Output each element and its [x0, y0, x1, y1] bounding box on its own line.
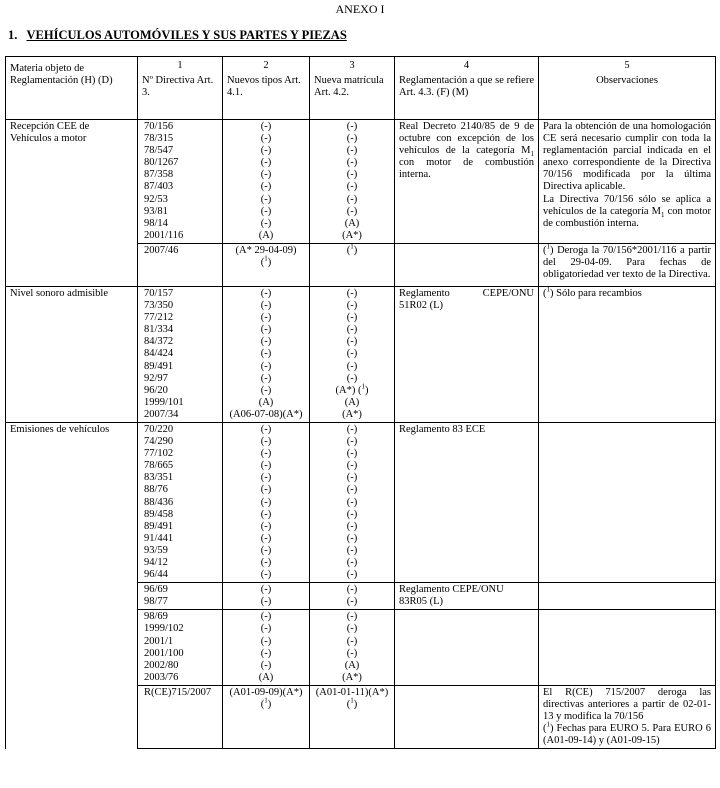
list-value: (-) — [346, 584, 358, 596]
list-value: 84/424 — [144, 348, 174, 360]
list-value: 89/491 — [144, 360, 174, 372]
list-value: (-) — [346, 448, 358, 460]
directive-list — [138, 120, 223, 244]
list-value: 94/12 — [144, 557, 168, 568]
table-header-row — [6, 57, 716, 120]
section-number: 1. — [8, 28, 18, 42]
col-header-directive: 1 Nº Directiva Art. 3. — [138, 57, 223, 120]
registration-list — [310, 422, 395, 582]
regulation-cell: Reglamento CEPE/ONU 51R02 (L) — [395, 286, 539, 422]
list-value: (A) — [344, 396, 360, 408]
list-value: (A) — [344, 217, 360, 229]
list-value: (-) — [260, 611, 272, 623]
list-value: (-) — [260, 287, 272, 299]
annex-header: ANEXO I — [335, 2, 385, 16]
list-value: 78/665 — [144, 460, 174, 472]
list-value: (-) — [260, 169, 272, 181]
list-value: (-) — [346, 635, 358, 647]
list-value: 87/358 — [144, 169, 174, 181]
list-value: (-) — [346, 121, 358, 132]
list-value: 93/81 — [144, 205, 168, 217]
col-header-subject: Materia objeto de Reglamentación (H) (D) — [6, 57, 138, 120]
list-value: (-) — [260, 372, 272, 384]
observations-cell — [539, 583, 716, 610]
list-value: 83/351 — [144, 472, 174, 484]
registration-cell: ($^1$) — [310, 243, 395, 286]
list-value: (-) — [346, 157, 358, 169]
list-value: (-) — [346, 360, 358, 372]
list-value: (A) — [258, 671, 274, 683]
new-types-cell: (A* 29-04-09) ($^1$) — [223, 243, 310, 286]
list-value: (-) — [260, 623, 272, 635]
list-value: (-) — [260, 569, 272, 581]
list-value: (A) — [258, 396, 274, 408]
col-header-regulation: 4 Reglamentación a que se refiere Art. 4.3. (F) (M) — [395, 57, 539, 120]
regulation-cell: Real Decreto 2140/85 de 9 de octubre con excepción de los vehículos de la categoría $M_1$ con motor de combustión interna. — [395, 120, 539, 244]
list-value: (-) — [260, 360, 272, 372]
list-value: (-) — [260, 205, 272, 217]
observations-cell: ($^1$) Sólo para recambios — [539, 286, 716, 422]
table-row — [6, 422, 716, 582]
annex-table — [5, 56, 716, 749]
list-value: 96/69 — [144, 584, 168, 596]
list-value: (-) — [260, 423, 272, 435]
list-value: (-) — [260, 121, 272, 132]
list-value: (-) — [346, 544, 358, 556]
list-value: 2003/76 — [144, 671, 179, 683]
col-header-registration: 3 Nueva matrícula Art. 4.2. — [310, 57, 395, 120]
list-value: (-) — [260, 532, 272, 544]
new-types-list — [223, 286, 310, 422]
new-types-list — [223, 610, 310, 686]
observations-cell — [539, 610, 716, 686]
directive-cell: R(CE)715/2007 — [138, 685, 223, 748]
list-value: (-) — [260, 436, 272, 448]
list-value: (-) — [346, 484, 358, 496]
list-value: (-) — [260, 384, 272, 396]
list-value: 78/315 — [144, 133, 174, 145]
section-heading: VEHÍCULOS AUTOMÓVILES Y SUS PARTES Y PIEZAS — [26, 28, 347, 42]
list-value: 88/436 — [144, 496, 174, 508]
list-value: 89/458 — [144, 508, 174, 520]
observations-cell: Para la obtención de una homologación CE será necesario cumplir con toda la reglamentación parcial indicada en el anexo correspondiente de la Directiva 70/156 modificada por la última Directiva aplicable. La Directiva 70/156 sólo se aplica a vehículos de la categoría $M_1$ con motor de combustión interna. — [539, 120, 716, 244]
list-value: (-) — [346, 300, 358, 312]
list-value: (-) — [346, 193, 358, 205]
regulation-cell — [395, 610, 539, 686]
list-value: 98/14 — [144, 217, 168, 229]
list-value: (-) — [260, 448, 272, 460]
list-value: 77/212 — [144, 312, 174, 324]
list-value: (-) — [346, 312, 358, 324]
list-value: (-) — [260, 336, 272, 348]
registration-list — [310, 583, 395, 610]
list-value: (-) — [260, 635, 272, 647]
list-value: 89/491 — [144, 520, 174, 532]
list-value: (-) — [260, 659, 272, 671]
observations-cell: El R(CE) 715/2007 deroga las directivas anteriores a partir de 02-01-13 y modifica la 70/156 ($^1$) Fechas para EURO 5. Para EURO 6 (A01-09-14) y (A01-09-15) — [539, 685, 716, 748]
list-value: 92/53 — [144, 193, 168, 205]
list-value: 78/547 — [144, 145, 174, 157]
directive-cell: 2007/46 — [138, 243, 223, 286]
list-value: 2002/80 — [144, 659, 179, 671]
list-value: (-) — [260, 324, 272, 336]
list-value: (-) — [260, 312, 272, 324]
list-value: (-) — [260, 520, 272, 532]
list-value: 73/350 — [144, 300, 174, 312]
list-value: (-) — [260, 133, 272, 145]
new-types-cell: (A01-09-09)(A*) ($^1$) — [223, 685, 310, 748]
list-value: (-) — [260, 596, 272, 608]
list-value: (-) — [346, 287, 358, 299]
list-value: (-) — [346, 169, 358, 181]
registration-list — [310, 286, 395, 422]
list-value: (-) — [260, 181, 272, 193]
regulation-cell: Reglamento CEPE/ONU 83R05 (L) — [395, 583, 539, 610]
directive-list — [138, 422, 223, 582]
observations-cell: ($^1$) Deroga la 70/156*2001/116 a partir del 29-04-09. Para fechas de obligatoriedad ver texto de la Directiva. — [539, 243, 716, 286]
regulation-cell — [395, 685, 539, 748]
registration-list — [310, 120, 395, 244]
list-value: 2007/34 — [144, 408, 179, 420]
list-value: (-) — [260, 157, 272, 169]
list-value: (-) — [260, 496, 272, 508]
list-value: 84/372 — [144, 336, 174, 348]
list-value: 96/44 — [144, 569, 168, 581]
new-types-list — [223, 120, 310, 244]
list-value: (-) — [346, 623, 358, 635]
list-value: 1999/102 — [144, 623, 184, 635]
list-value: (-) — [346, 557, 358, 568]
list-value: (A) — [344, 659, 360, 671]
col-header-observations: 5 Observaciones — [539, 57, 716, 120]
list-value: 70/157 — [144, 287, 174, 299]
list-value: (-) — [346, 423, 358, 435]
table-row — [6, 120, 716, 244]
list-value: 2001/1 — [144, 635, 174, 647]
regulation-cell: Reglamento 83 ECE — [395, 422, 539, 582]
list-value: (A) — [258, 229, 274, 241]
list-value: (-) — [346, 460, 358, 472]
list-value: 2001/116 — [144, 229, 184, 241]
regulation-cell — [395, 243, 539, 286]
list-value: (-) — [346, 569, 358, 581]
registration-list — [310, 610, 395, 686]
list-value: 74/290 — [144, 436, 174, 448]
list-value: (-) — [346, 348, 358, 360]
list-value: (-) — [260, 348, 272, 360]
list-value: 2001/100 — [144, 647, 184, 659]
list-value: (-) — [260, 300, 272, 312]
list-value: (-) — [346, 324, 358, 336]
list-value: (-) — [346, 647, 358, 659]
list-value: (-) — [260, 484, 272, 496]
directive-list — [138, 583, 223, 610]
directive-list — [138, 610, 223, 686]
list-value: (-) — [346, 133, 358, 145]
list-value: (A06-07-08)(A*) — [229, 408, 303, 420]
list-value: (-) — [346, 496, 358, 508]
subject-cell: Nivel sonoro admisible — [6, 286, 138, 422]
list-value: 87/403 — [144, 181, 174, 193]
list-value: (-) — [346, 145, 358, 157]
table-row — [6, 286, 716, 422]
list-value: 70/220 — [144, 423, 174, 435]
list-value: (-) — [260, 217, 272, 229]
list-value: (-) — [346, 596, 358, 608]
new-types-list — [223, 422, 310, 582]
list-value: (-) — [260, 544, 272, 556]
list-value: (-) — [346, 372, 358, 384]
list-value: (-) — [260, 472, 272, 484]
list-value: (-) — [260, 647, 272, 659]
list-value: 93/59 — [144, 544, 168, 556]
observations-cell — [539, 422, 716, 582]
registration-cell: (A01-01-11)(A*) ($^1$) — [310, 685, 395, 748]
subject-cell: Recepción CEE de Vehículos a motor — [6, 120, 138, 287]
list-value: (-) — [346, 508, 358, 520]
list-value: (A*) — [342, 671, 362, 683]
list-value: 81/334 — [144, 324, 174, 336]
list-value: (-) — [346, 436, 358, 448]
list-value: 92/97 — [144, 372, 168, 384]
list-value: 88/76 — [144, 484, 168, 496]
list-value: (-) — [260, 584, 272, 596]
list-value: (-) — [346, 181, 358, 193]
list-value: (A*) — [342, 408, 362, 420]
list-value: (-) — [346, 205, 358, 217]
col-header-new-types: 2 Nuevos tipos Art. 4.1. — [223, 57, 310, 120]
list-value: (-) — [346, 532, 358, 544]
list-value: (-) — [346, 472, 358, 484]
list-value: (-) — [346, 520, 358, 532]
list-value: (-) — [346, 611, 358, 623]
list-value: (A*) ($^1$) — [335, 382, 369, 396]
section-title — [8, 28, 347, 43]
list-value: (-) — [260, 508, 272, 520]
list-value: (-) — [260, 460, 272, 472]
new-types-list — [223, 583, 310, 610]
list-value: 96/20 — [144, 384, 168, 396]
list-value: (-) — [260, 557, 272, 568]
list-value: 91/441 — [144, 532, 174, 544]
list-value: 98/69 — [144, 611, 168, 623]
list-value: 70/156 — [144, 121, 174, 132]
list-value: (-) — [260, 193, 272, 205]
directive-list — [138, 286, 223, 422]
list-value: (-) — [346, 336, 358, 348]
list-value: (A*) — [342, 229, 362, 241]
list-value: 80/1267 — [144, 157, 179, 169]
list-value: (-) — [260, 145, 272, 157]
list-value: 98/77 — [144, 596, 168, 608]
list-value: 77/102 — [144, 448, 174, 460]
subject-cell: Emisiones de vehículos — [6, 422, 138, 748]
list-value: 1999/101 — [144, 396, 184, 408]
